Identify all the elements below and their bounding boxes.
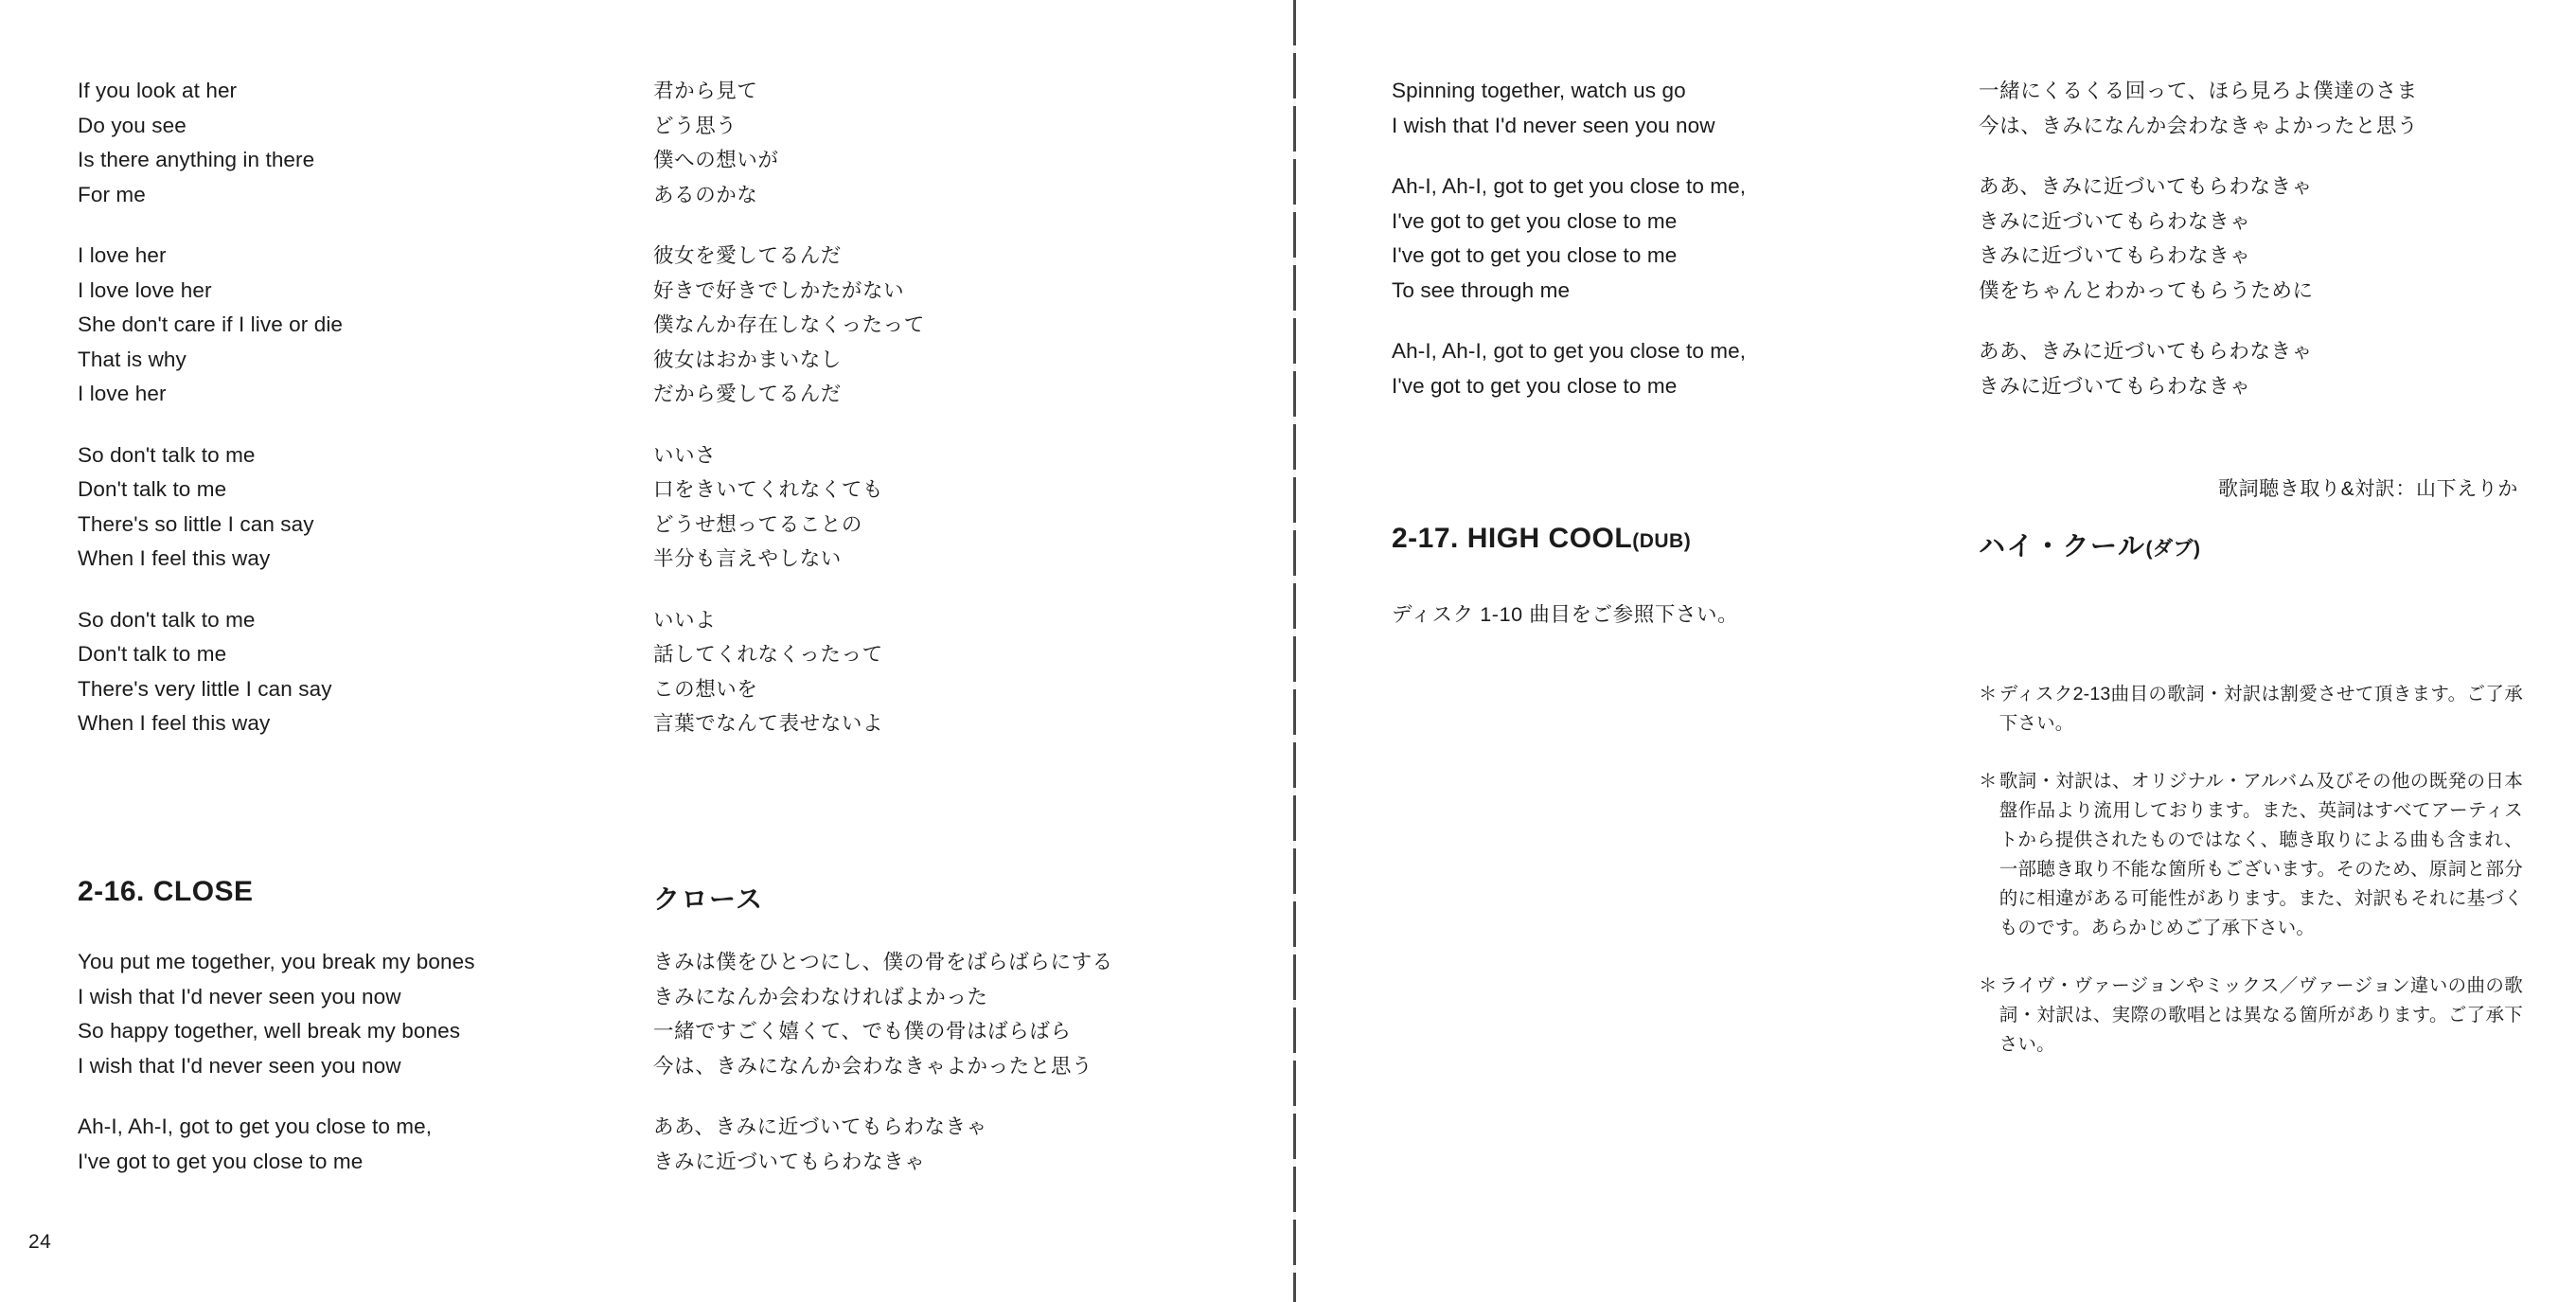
translation-block: [653, 74, 1183, 212]
translation-line: いいよ: [653, 608, 717, 632]
lyric-line: I wish that I'd never seen you now: [78, 984, 401, 1008]
lyric-line: Ah-I, Ah-I, got to get you close to me,: [1392, 339, 1747, 363]
lyric-line: There's very little I can say: [78, 676, 332, 701]
lyric-line: Is there anything in there: [78, 148, 315, 171]
song-title-highcool-english-main: 2-17. HIGH COOL: [1392, 523, 1633, 554]
translation-line: 僕をちゃんとわかってもらうために: [1979, 278, 2314, 302]
lyric-line: She don't care if I live or die: [78, 312, 344, 336]
translation-line: 僕なんか存在しなくったって: [653, 313, 925, 336]
lyric-line: For me: [78, 182, 146, 206]
lyric-line: I've got to get you close to me: [78, 1149, 364, 1173]
translation-line: きみに近づいてもらわなきゃ: [653, 1150, 926, 1173]
translation-line: 一緒にくるくる回って、ほら見ろよ僕達のさま: [1979, 80, 2418, 102]
lyric-line: I've got to get you close to me: [1392, 208, 1678, 233]
translation-line: きみは僕をひとつにし、僕の骨をばらばらにする: [653, 951, 1113, 973]
left-english-lyrics-column: [78, 74, 390, 768]
footnote-text: 歌詞・対訳は、オリジナル・アルバム及びその他の既発の日本盤作品より流用しております。また、英詞はすべてアーティストから提供されたものではなく、聴き取りによる曲も含まれ、一部聴き取り不能な箇所もございます。そのため、原詞と部分的に相違がある可能性があります。また、対訳もそれに基づくものです。あらかじめご了承下さい。: [1999, 771, 2523, 938]
lyric-line: So don't talk to me: [78, 607, 256, 632]
reference-note: ディスク 1-10 曲目をご参照下さい。: [1392, 603, 1739, 626]
lyric-line: To see through me: [1392, 277, 1571, 302]
book-spine-divider: [1293, 0, 1296, 1302]
lyric-line: When I feel this way: [78, 546, 271, 570]
translation-block: [1979, 74, 2518, 143]
translation-line: きみに近づいてもらわなきゃ: [1979, 244, 2251, 267]
translation-line: 話してくれなくったって: [653, 643, 883, 666]
page-number: 24: [28, 1231, 52, 1253]
song-title-highcool-japanese-main: ハイ・クール: [1979, 531, 2146, 561]
translation-line: きみに近づいてもらわなきゃ: [1979, 374, 2251, 398]
lyric-line: Do you see: [78, 113, 187, 137]
translation-line: 僕への想いが: [653, 149, 779, 171]
lyric-line: So happy together, well break my bones: [78, 1019, 461, 1043]
right-english-lyrics-column: [1392, 74, 1751, 430]
lyric-line: Don't talk to me: [78, 642, 227, 666]
lyric-line: So don't talk to me: [78, 442, 256, 467]
translation-line: どうせ想ってることの: [653, 512, 863, 536]
translation-block: [653, 945, 1221, 1083]
lyrics-block: [1392, 169, 1751, 308]
translation-line: 今は、きみになんか会わなきゃよかったと思う: [653, 1054, 1093, 1078]
translation-line: ああ、きみに近づいてもらわなきゃ: [1979, 175, 2313, 198]
translation-line: 君から見て: [653, 80, 758, 102]
lyric-line: You put me together, you break my bones: [78, 950, 475, 973]
lyrics-block: [1392, 74, 1751, 143]
translation-block: [653, 438, 1183, 577]
lyric-line: I love her: [78, 382, 167, 405]
lyric-line: If you look at her: [78, 79, 238, 102]
lyric-line: I love her: [78, 243, 167, 267]
translation-line: だから愛してるんだ: [653, 383, 842, 405]
footnote-marker: ＊: [1979, 975, 1998, 996]
lyric-line: I love love her: [78, 277, 212, 302]
lyric-line: There's so little I can say: [78, 511, 314, 536]
song-title-highcool-english-sub: (DUB): [1632, 530, 1692, 552]
translation-credit: 歌詞聴き取り&対訳：山下えりか: [2217, 478, 2518, 500]
translation-line: ああ、きみに近づいてもらわなきゃ: [653, 1115, 987, 1138]
translation-block: [653, 603, 1183, 741]
translation-line: 一緒ですごく嬉くて、でも僕の骨はばらばら: [653, 1020, 1072, 1043]
lyrics-block: [78, 603, 390, 741]
footnote-marker: ＊: [1979, 684, 1998, 705]
lyrics-block: [78, 945, 532, 1083]
translation-line: ああ、きみに近づいてもらわなきゃ: [1979, 340, 2313, 363]
footnote-text: ライヴ・ヴァージョンやミックス／ヴァージョン違いの曲の歌詞・対訳は、実際の歌唱とは異なる箇所があります。ご了承下さい。: [1999, 975, 2523, 1055]
translation-block: [1979, 169, 2518, 308]
translation-line: 好きで好きでしかたがない: [653, 278, 905, 302]
translation-block: [653, 239, 1183, 412]
song-title-close-japanese: クロース: [653, 884, 764, 914]
lyrics-block: [78, 239, 390, 412]
close-english-lyrics-column: [78, 945, 532, 1205]
left-japanese-translation-column: [653, 74, 1183, 768]
translation-line: 今は、きみになんか会わなきゃよかったと思う: [1979, 114, 2419, 137]
translation-block: [1979, 334, 2518, 403]
footnotes-section: [1979, 680, 2523, 1088]
translation-line: 半分も言えやしない: [653, 547, 842, 570]
lyric-line: That is why: [78, 347, 187, 371]
translation-line: あるのかな: [653, 183, 758, 206]
lyric-line: Spinning together, watch us go: [1392, 79, 1686, 102]
footnote-item: [1979, 972, 2523, 1060]
right-japanese-translation-column: [1979, 74, 2518, 430]
translation-line: 口をきいてくれなくても: [653, 478, 884, 501]
close-japanese-translation-column: [653, 945, 1221, 1205]
lyric-line: I wish that I'd never seen you now: [1392, 113, 1715, 137]
footnote-text: ディスク2-13曲目の歌詞・対訳は割愛させて頂きます。ご了承下さい。: [1999, 684, 2523, 734]
footnote-item: [1979, 680, 2523, 739]
lyric-line: Ah-I, Ah-I, got to get you close to me,: [78, 1115, 433, 1138]
lyric-line: I wish that I'd never seen you now: [78, 1053, 401, 1078]
translation-line: 彼女はおかまいなし: [653, 348, 842, 371]
translation-line: きみに近づいてもらわなきゃ: [1979, 209, 2251, 233]
lyric-line: I've got to get you close to me: [1392, 243, 1678, 267]
translation-line: いいさ: [653, 443, 717, 467]
song-title-highcool-japanese: [1979, 526, 2200, 563]
song-title-highcool-japanese-sub: (ダブ): [2145, 538, 2201, 560]
translation-line: この想いを: [653, 677, 758, 701]
lyrics-block: [1392, 334, 1751, 403]
song-title-highcool-english: [1392, 523, 1691, 555]
footnote-item: [1979, 767, 2523, 943]
translation-line: どう思う: [653, 114, 737, 137]
lyric-line: I've got to get you close to me: [1392, 373, 1678, 398]
lyrics-block: [78, 438, 390, 577]
lyric-line: Don't talk to me: [78, 477, 227, 501]
lyrics-block: [78, 74, 390, 212]
translation-line: 言葉でなんて表せないよ: [653, 712, 884, 735]
footnote-marker: ＊: [1979, 771, 1998, 792]
lyric-line: Ah-I, Ah-I, got to get you close to me,: [1392, 174, 1747, 198]
lyrics-block: [78, 1110, 532, 1179]
lyric-line: When I feel this way: [78, 711, 271, 735]
translation-line: 彼女を愛してるんだ: [653, 244, 842, 267]
translation-block: [653, 1110, 1221, 1179]
song-title-close-english: 2-16. CLOSE: [78, 876, 254, 907]
translation-line: きみになんか会わなければよかった: [653, 985, 988, 1008]
